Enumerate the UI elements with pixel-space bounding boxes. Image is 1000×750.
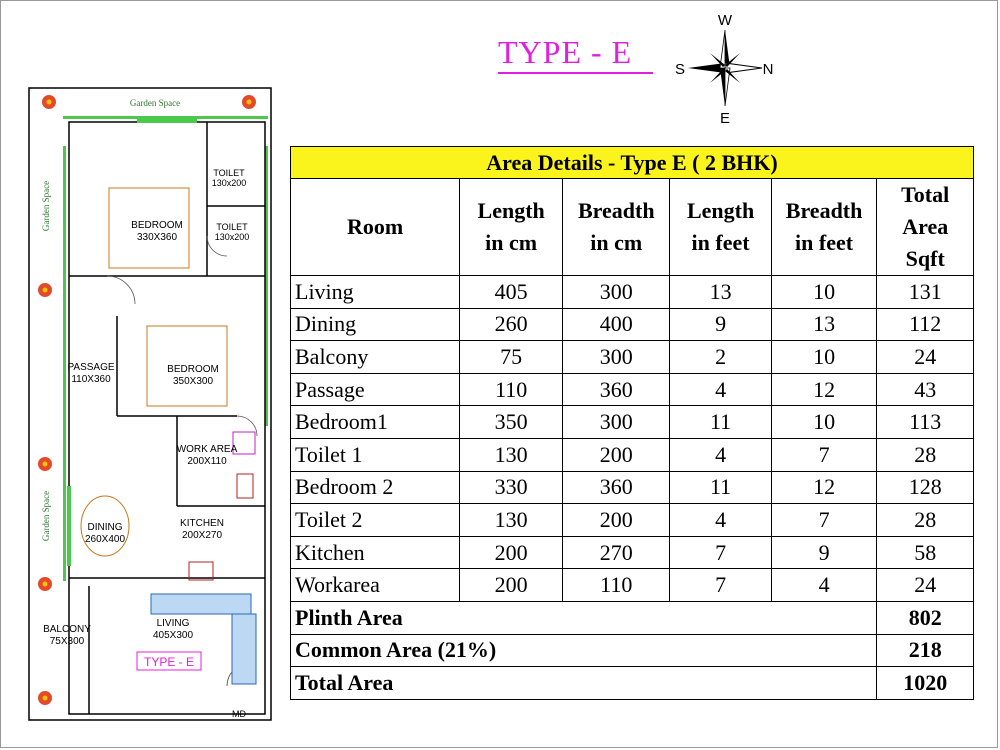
value-cell: 12 [771,373,877,406]
value-cell: 200 [563,504,670,537]
garden-space-left-top-label: Garden Space [41,180,51,232]
room-name-cell: Workarea [291,569,460,602]
value-cell: 300 [563,276,670,309]
value-cell: 9 [771,536,877,569]
living-label: LIVING [156,618,190,629]
value-cell: 43 [877,373,974,406]
kitchen-label: KITCHEN [180,518,224,529]
room-name-cell: Dining [291,308,460,341]
value-cell: 12 [771,471,877,504]
table-row [291,276,974,309]
value-cell: 200 [563,438,670,471]
table-row [291,373,974,406]
room-name-cell: Bedroom 2 [291,471,460,504]
value-cell: 131 [877,276,974,309]
bedroom-top-dims: 330X360 [136,232,178,243]
value-cell: 110 [460,373,563,406]
work-area-label: WORK AREA [176,444,238,455]
bedroom-middle-label: BEDROOM [167,364,219,375]
summary-value: 1020 [877,667,974,700]
toilet-2-dims: 130x200 [214,232,250,242]
kitchen-dims: 200X270 [181,530,223,541]
value-cell: 110 [563,569,670,602]
balcony-dims: 75X300 [49,636,85,647]
table-row [291,471,974,504]
type-tag-label: TYPE - E [143,655,195,669]
column-header-line: in feet [795,230,854,255]
passage-label: PASSAGE [67,362,115,373]
column-header-line: Area [902,214,949,239]
room-name-cell: Kitchen [291,536,460,569]
value-cell: 58 [877,536,974,569]
room-name-cell: Toilet 2 [291,504,460,537]
table-caption: Area Details - Type E ( 2 BHK) [291,147,974,179]
column-header [877,179,974,276]
value-cell: 11 [670,471,771,504]
floor-plan-drawing [27,86,273,722]
value-cell: 4 [670,373,771,406]
value-cell: 270 [563,536,670,569]
value-cell: 350 [460,406,563,439]
column-header-line: Sqft [905,246,945,271]
passage-dims: 110X360 [71,374,111,385]
summary-row [291,634,974,667]
value-cell: 7 [771,504,877,537]
value-cell: 360 [563,471,670,504]
compass-north: N [762,61,774,78]
room-name-cell: Bedroom1 [291,406,460,439]
column-header-line: in cm [485,230,538,255]
bedroom-middle-dims: 350X300 [172,376,214,387]
table-row [291,438,974,471]
column-header [670,179,771,276]
garden-space-top-label: Garden Space [129,98,181,108]
value-cell: 13 [771,308,877,341]
value-cell: 7 [670,569,771,602]
bedroom-top-label: BEDROOM [131,220,183,231]
summary-label: Total Area [291,667,877,700]
value-cell: 130 [460,438,563,471]
dining-label: DINING [87,522,123,533]
table-row [291,569,974,602]
work-area-dims: 200X110 [187,456,227,467]
area-details-table [290,146,974,700]
value-cell: 9 [670,308,771,341]
table-row [291,308,974,341]
value-cell: 200 [460,569,563,602]
value-cell: 24 [877,341,974,374]
room-name-cell: Living [291,276,460,309]
summary-label: Plinth Area [291,601,877,634]
value-cell: 4 [670,438,771,471]
dining-dims: 260X400 [84,534,126,545]
living-dims: 405X300 [152,630,194,641]
toilet-1-label: TOILET [213,168,245,178]
page-title: TYPE - E [498,32,653,74]
room-name-cell: Toilet 1 [291,438,460,471]
table-row [291,406,974,439]
value-cell: 13 [670,276,771,309]
balcony-label: BALCONY [43,624,91,635]
compass-rose [670,8,780,128]
value-cell: 405 [460,276,563,309]
column-header-line: Room [346,214,404,239]
toilet-1-dims: 130x200 [211,178,247,188]
summary-value: 802 [877,601,974,634]
compass-south: S [674,61,686,78]
column-header-line: Breadth [785,198,863,223]
value-cell: 113 [877,406,974,439]
summary-label: Common Area (21%) [291,634,877,667]
value-cell: 24 [877,569,974,602]
value-cell: 260 [460,308,563,341]
value-cell: 10 [771,276,877,309]
value-cell: 130 [460,504,563,537]
value-cell: 200 [460,536,563,569]
column-header-line: in feet [691,230,750,255]
value-cell: 7 [771,438,877,471]
value-cell: 28 [877,438,974,471]
value-cell: 300 [563,341,670,374]
value-cell: 128 [877,471,974,504]
column-header-line: in cm [590,230,643,255]
column-header-line: Length [686,198,755,223]
room-name-cell: Passage [291,373,460,406]
table-row [291,341,974,374]
summary-value: 218 [877,634,974,667]
value-cell: 360 [563,373,670,406]
summary-row [291,667,974,700]
column-header [291,179,460,276]
value-cell: 112 [877,308,974,341]
value-cell: 2 [670,341,771,374]
value-cell: 7 [670,536,771,569]
column-header [771,179,877,276]
value-cell: 300 [563,406,670,439]
column-header-line: Total [901,182,950,207]
value-cell: 330 [460,471,563,504]
value-cell: 75 [460,341,563,374]
table-row [291,504,974,537]
toilet-2-label: TOILET [216,222,248,232]
garden-space-left-bottom-label: Garden Space [41,490,51,542]
table-row [291,536,974,569]
table-caption-row [291,147,974,179]
value-cell: 4 [670,504,771,537]
compass-east: E [719,110,731,127]
room-name-cell: Balcony [291,341,460,374]
column-header-line: Breadth [577,198,655,223]
value-cell: 10 [771,341,877,374]
value-cell: 10 [771,406,877,439]
value-cell: 4 [771,569,877,602]
table-header-row [291,179,974,276]
summary-row [291,601,974,634]
column-header-line: Length [477,198,545,223]
value-cell: 28 [877,504,974,537]
compass-west: W [717,12,733,29]
compass-icon [670,8,780,128]
md-label: MD [232,709,246,719]
column-header [460,179,563,276]
column-header [563,179,670,276]
value-cell: 400 [563,308,670,341]
value-cell: 11 [670,406,771,439]
floor-plan [27,86,273,722]
